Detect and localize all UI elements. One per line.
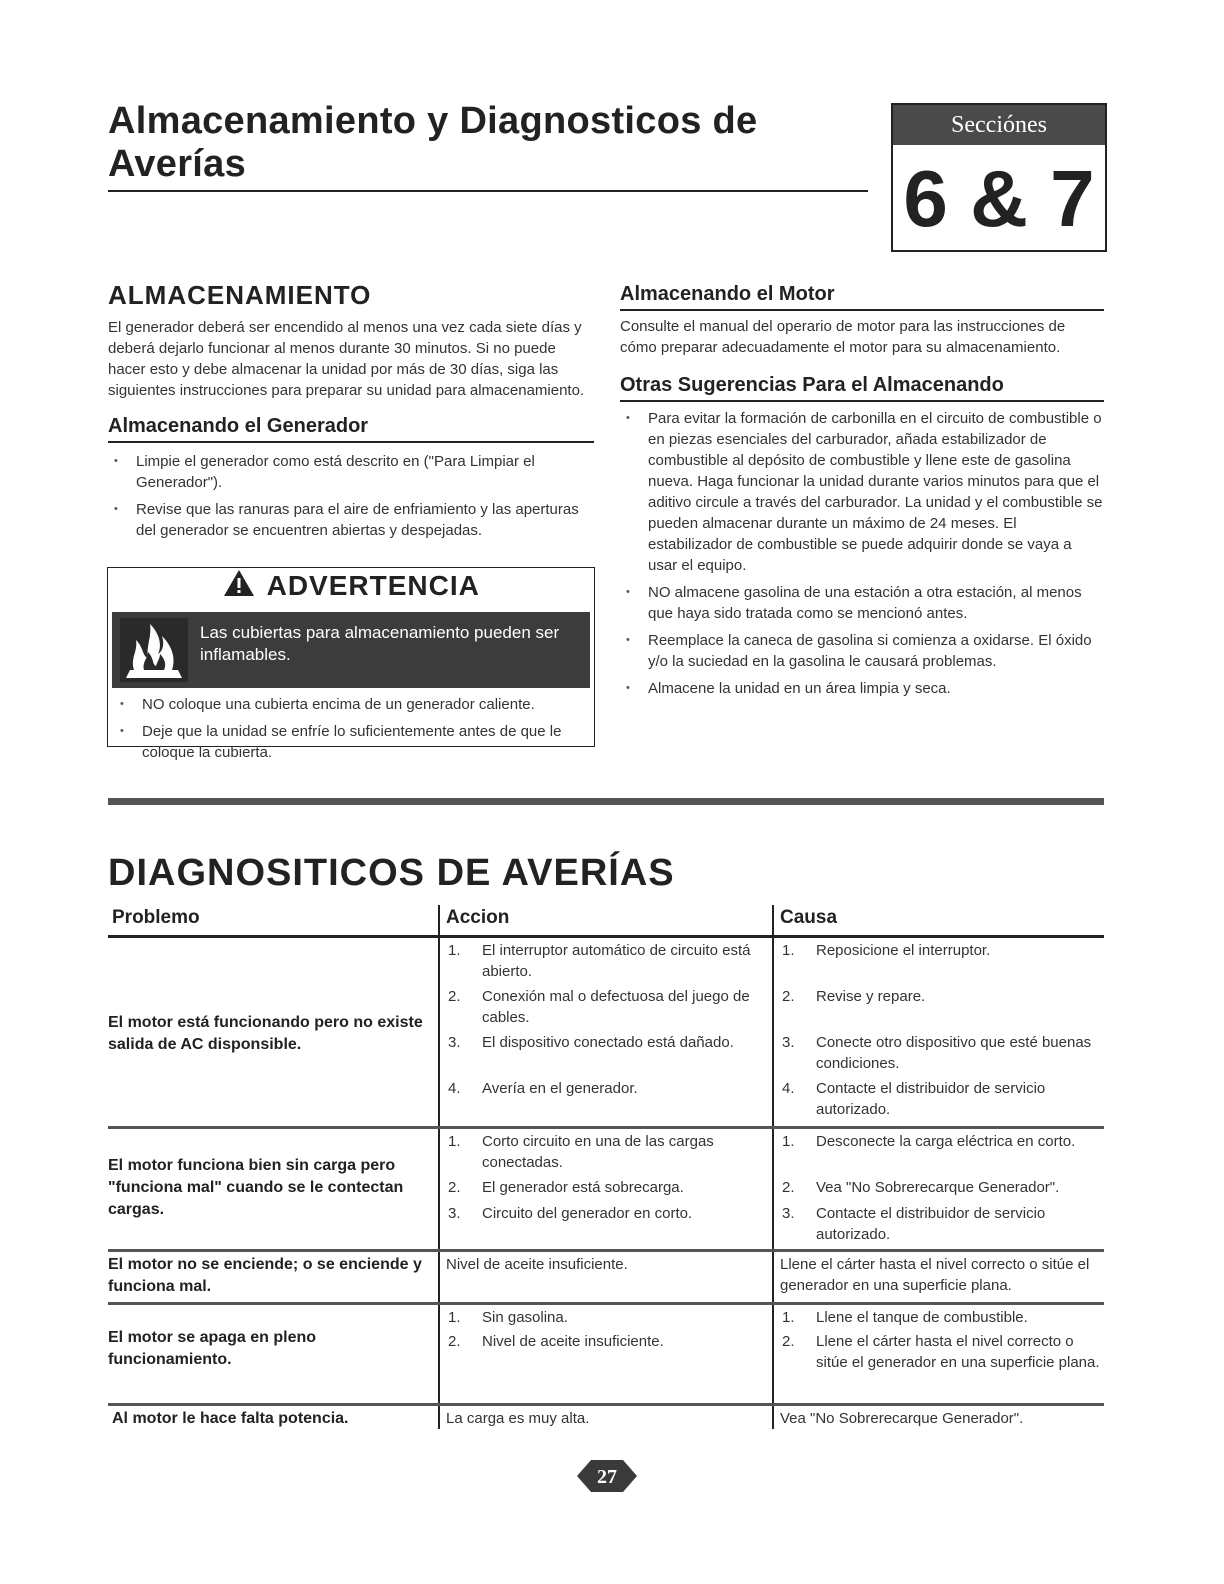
motor-storage-text: Consulte el manual del operario de motor para las instrucciones de cómo preparar adecuadamente el motor para su almacenamiento.	[620, 318, 1066, 356]
cause-cell	[778, 1131, 1104, 1245]
list-item: • Almacene la unidad en un área limpia y seca.	[620, 678, 1104, 699]
list-item: 1. Sin gasolina.	[448, 1309, 568, 1326]
page-title: Almacenamiento y Diagnosticos de Averías	[108, 100, 868, 192]
section-divider	[108, 798, 1104, 805]
fire-icon	[120, 618, 188, 682]
storage-section	[108, 280, 594, 547]
cause-cell	[778, 1307, 1104, 1373]
list-item: 1. El interruptor automático de circuito está abierto.	[448, 942, 751, 980]
table-row	[108, 1305, 1104, 1406]
motor-storage-section	[620, 283, 1104, 705]
column-header-action: Accion	[446, 907, 510, 928]
list-item: 1. Reposicione el interruptor.	[782, 942, 991, 959]
section-number: 6 & 7	[903, 154, 1095, 243]
column-header-cause: Causa	[780, 907, 838, 928]
list-item: 1. Corto circuito en una de las cargas conectadas.	[448, 1133, 714, 1171]
warning-box	[107, 567, 595, 761]
problem-text: El motor está funcionando pero no existe salida de AC disponsible.	[108, 1014, 423, 1053]
action-cell	[444, 1307, 764, 1352]
table-header	[108, 905, 1104, 938]
list-item: • Deje que la unidad se enfríe lo suficientemente antes de que le coloque la cubierta.	[114, 721, 584, 763]
list-item: 2. El generador está sobrecarga.	[448, 1179, 684, 1196]
warning-title: ADVERTENCIA	[266, 569, 480, 601]
cause-cell: Vea "No Sobrerecarque Generador".	[780, 1410, 1024, 1427]
problem-text: El motor funciona bien sin carga pero "funciona mal" cuando se le contectan cargas.	[108, 1157, 404, 1218]
warning-list	[114, 694, 584, 769]
cause-cell	[778, 940, 1104, 1120]
list-item: • Revise que las ranuras para el aire de enfriamiento y las aperturas del generador se encuentren abiertas y despejadas.	[108, 499, 594, 541]
list-item: • Limpie el generador como está descrito en ("Para Limpiar el Generador").	[108, 451, 594, 493]
troubleshooting-heading: DIAGNOSITICOS DE AVERÍAS	[108, 852, 675, 894]
page-number-badge	[575, 1456, 639, 1496]
warning-message: Las cubiertas para almacenamiento pueden ser inflamables.	[200, 623, 560, 664]
generator-storage-list	[108, 451, 594, 541]
warning-triangle-icon	[222, 568, 256, 603]
warning-header	[108, 568, 594, 608]
action-cell	[444, 1131, 764, 1224]
section-badge	[891, 103, 1107, 252]
list-item: 2. Revise y repare.	[782, 988, 926, 1005]
action-cell	[444, 940, 764, 1099]
column-header-problem: Problemo	[112, 907, 200, 928]
warning-band	[112, 612, 590, 688]
problem-text: Al motor le hace falta potencia.	[112, 1410, 349, 1427]
list-item: 2. Nivel de aceite insuficiente.	[448, 1333, 664, 1350]
problem-text: El motor se apaga en pleno funcionamiento.	[108, 1329, 317, 1368]
list-item: 2. Llene el cárter hasta el nivel correcto o sitúe el generador en una superficie plana.	[782, 1333, 1100, 1371]
problem-text: El motor no se enciende; o se enciende y funciona mal.	[108, 1256, 422, 1295]
list-item: • Reemplace la caneca de gasolina si comienza a oxidarse. El óxido y/o la suciedad en la gasolina le causará problemas.	[620, 630, 1104, 672]
list-item: 3. Conecte otro dispositivo que esté buenas condiciones.	[782, 1034, 1092, 1072]
action-cell: La carga es muy alta.	[446, 1410, 590, 1427]
list-item: • NO coloque una cubierta encima de un generador caliente.	[114, 694, 584, 715]
storage-heading: ALMACENAMIENTO	[108, 280, 372, 310]
list-item: 3. El dispositivo conectado está dañado.	[448, 1034, 734, 1051]
list-item: 3. Circuito del generador en corto.	[448, 1205, 693, 1222]
other-suggestions-heading: Otras Sugerencias Para el Almacenando	[620, 374, 1104, 402]
list-item: 3. Contacte el distribuidor de servicio autorizado.	[782, 1205, 1046, 1243]
list-item: 2. Conexión mal o defectuosa del juego de cables.	[448, 988, 750, 1026]
list-item: 4. Avería en el generador.	[448, 1080, 638, 1097]
list-item: 4. Contacte el distribuidor de servicio autorizado.	[782, 1080, 1046, 1118]
motor-storage-heading: Almacenando el Motor	[620, 283, 1104, 311]
section-label: Secciónes	[893, 105, 1105, 145]
list-item: • NO almacene gasolina de una estación a otra estación, al menos que haya sido tratada como se mencionó antes.	[620, 582, 1104, 624]
list-item: 1. Llene el tanque de combustible.	[782, 1309, 1028, 1326]
troubleshooting-table	[108, 905, 1104, 1436]
table-row	[108, 1252, 1104, 1305]
table-row	[108, 1406, 1104, 1436]
table-row	[108, 1129, 1104, 1252]
table-row	[108, 938, 1104, 1129]
generator-storage-heading: Almacenando el Generador	[108, 415, 594, 443]
list-item: 2. Vea "No Sobrerecarque Generador".	[782, 1179, 1060, 1196]
action-cell: Nivel de aceite insuficiente.	[446, 1256, 628, 1273]
other-suggestions-list	[620, 408, 1104, 699]
list-item: 1. Desconecte la carga eléctrica en corto.	[782, 1133, 1076, 1150]
storage-intro: El generador deberá ser encendido al menos una vez cada siete días y deberá dejarlo funcionar al menos durante 30 minutos. Si no puede hacer esto y debe almacenar la unidad por más de 30 días, siga las siguientes instrucciones para preparar su unidad para almacenamiento.	[108, 319, 585, 399]
page-number: 27	[597, 1466, 617, 1488]
list-item: • Para evitar la formación de carbonilla en el circuito de combustible o en piezas esenciales del carburador, añada estabilizador de combustible al depósito de combustible y llene este de gasolina nueva. Haga funcionar la unidad durante varios minutos para que el aditivo circule a través del carburador. La unidad y el combustible se pueden almacenar durante un máximo de 24 meses. El estabilizador de combustible se puede adquirir donde se vaya a usar el equipo.	[620, 408, 1104, 576]
cause-cell: Llene el cárter hasta el nivel correcto o sitúe el generador en una superficie plana.	[780, 1256, 1090, 1294]
